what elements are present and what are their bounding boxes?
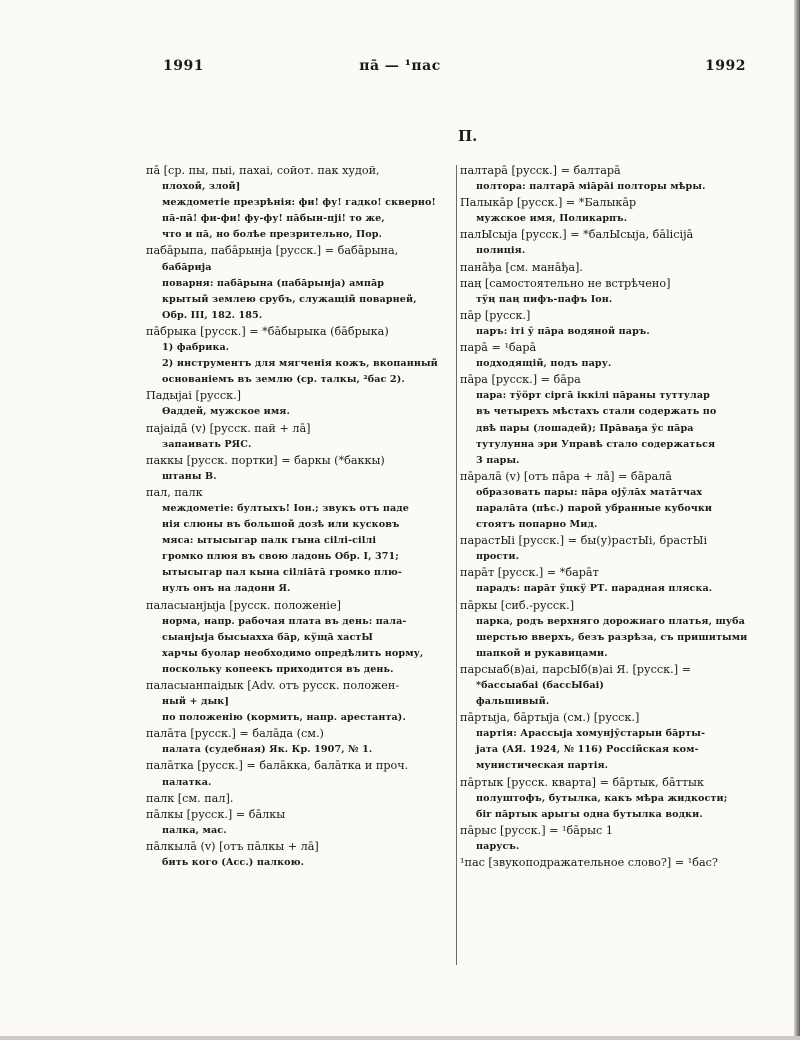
entry-headword-line: пāрыс [русск.] = ¹бāрыс 1	[460, 823, 613, 837]
entry-definition-line: тутулунна эри Управѣ стало содержаться	[476, 438, 716, 450]
entry-definition-line: междометіе презрѣнія: фи! фу! гадко! скверно!	[162, 197, 436, 209]
entry-headword-line: паласыанјыја [русск. положеніе]	[146, 598, 341, 612]
entry-definition-line: крытый землею срубъ, служащій поварней,	[162, 293, 417, 305]
entry-definition-line: мужское имя, Поликарпъ.	[476, 213, 628, 225]
entry-headword-line: парсыаб(в)аі, парсЫб(в)аі Я. [русск.] =	[460, 662, 692, 676]
entry-definition-line: пā-пā! фи-фи! фу-фу! пāбын-пjі! то же,	[162, 213, 385, 225]
entry-definition-line: тӱң паң пифъ-пафъ Іон.	[476, 293, 613, 305]
entry-headword-line: Падыјаі [русск.]	[146, 389, 242, 403]
entry-headword-line: пā [ср. пы, пыі, пахаі, сойот. пак худой,	[146, 164, 380, 177]
entry-definition-line: *бассыабаі (бассЫбаі)	[476, 680, 605, 691]
entry-definition-line: бабāрија	[162, 261, 212, 273]
entry-headword-line: паң [самостоятельно не встрѣчено]	[460, 276, 671, 290]
page-edge-shadow	[794, 0, 800, 1040]
entry-definition-line: паръ: іті ӯ пāра водяной паръ.	[476, 325, 650, 337]
entry-definition-line: полуштофъ, бутылка, какъ мѣра жидкости;	[476, 792, 728, 804]
entry-headword-line: парāт [русск.] = *барāт	[460, 566, 599, 580]
entry-definition-line: јата (АЯ. 1924, № 116) Россійская ком-	[476, 744, 699, 756]
entry-headword-line: паласыанпаідык [Adv. отъ русск. положен-	[146, 679, 400, 692]
entry-headword-line: палтарā [русск.] = балтарā	[460, 164, 621, 177]
entry-definition-line: 3 пары.	[476, 454, 520, 466]
entry-definition-line: паралāта (пѣс.) парой убранные кубочки	[476, 502, 713, 514]
entry-definition-line: Обр. III, 182. 185.	[162, 309, 263, 321]
entry-definition-line: въ четырехъ мѣстахъ стали содержать по	[476, 406, 717, 418]
entry-definition-line: подходящій, подъ пару.	[476, 358, 612, 370]
running-head: пā — ¹пас	[359, 58, 441, 74]
entry-definition-line: мунистическая партія.	[476, 760, 609, 772]
entry-definition-line: ный + дык]	[162, 696, 229, 708]
entry-definition-line: палатка.	[162, 776, 212, 788]
entry-headword-line: паккы [русск. портки] = баркы (*баккы)	[146, 453, 385, 467]
entry-headword-line: пāлкылā (v) [отъ пāлкы + лā]	[146, 839, 319, 853]
entry-headword-line: палк [см. пал].	[146, 791, 234, 805]
entry-definition-line: бить кого (Acc.) палкою.	[162, 857, 305, 869]
entry-definition-line: стоятъ попарно Мид.	[476, 519, 598, 531]
entry-definition-line: палата (судебная) Як. Кр. 1907, № 1.	[162, 744, 373, 756]
entry-definition-line: партія: Арассыја хомунјӯстарын бāрты-	[476, 728, 706, 740]
right-column	[460, 163, 754, 871]
page-number-right: 1992	[705, 58, 746, 74]
entry-definition-line: парадъ: парāт ӱцкӱ РТ. парадная пляска.	[476, 583, 713, 595]
entry-definition-line: мяса: ытысыгар палк гына сіlлі-сіlлі	[162, 535, 377, 547]
entry-definition-line: штаны В.	[162, 470, 217, 482]
entry-definition-line: основаніемъ въ землю (ср. талкы, ²бас 2).	[162, 374, 405, 386]
entry-headword-line: палāта [русск.] = балāда (см.)	[146, 727, 324, 741]
entry-definition-line: поварня: пабāрына (пабāрынја) ампāр	[162, 277, 385, 289]
entry-definition-line: біr пāртык арыгы одна бутылка водки.	[476, 808, 703, 820]
entry-definition-line: что и пā, но болѣе презрительно, Пор.	[162, 229, 383, 241]
entry-definition-line: запаивать РЯС.	[162, 438, 252, 450]
entry-headword-line: палāтка [русск.] = балāкка, балāтка и проч.	[146, 759, 409, 773]
entry-definition-line: 2) инструментъ для мягченія кожъ, вкопанный	[162, 358, 438, 370]
column-divider	[456, 165, 457, 965]
entry-definition-line: харчы буолар необходимо опредѣлить норму,	[162, 647, 424, 659]
entry-headword-line: ¹пас [звукоподражательное слово?] = ¹бас?	[460, 856, 718, 870]
entry-definition-line: междометіе: бултыхъ! Іон.; звукъ отъ паде	[162, 502, 409, 514]
page-number-left: 1991	[163, 58, 204, 74]
entry-headword-line: пāралā (v) [отъ пāра + лā] = бāралā	[460, 469, 672, 483]
entry-definition-line: полтора: палтарā міāрāі полторы мѣры.	[476, 181, 706, 193]
entry-headword-line: пāлкы [русск.] = бāлкы	[146, 807, 286, 821]
entry-definition-line: двѣ пары (лошадей); Прāваҕа ӱс пāра	[476, 422, 694, 434]
entry-definition-line: поскольку копеекъ приходится въ день.	[162, 663, 394, 675]
page-edge-bottom	[0, 1036, 800, 1040]
entry-headword-line: пајаідā (v) [русск. пай + лā]	[146, 421, 311, 435]
entry-definition-line: палка, мас.	[162, 824, 227, 836]
entry-headword-line: палЫсыја [русск.] = *балЫсыја, бālісіјā	[460, 228, 694, 242]
entry-headword-line: пабāрыпа, пабāрынја [русск.] = бабāрына,	[146, 244, 399, 258]
entry-definition-line: образовать пары: пāра ојӯлāх матāтчах	[476, 486, 703, 498]
entry-definition-line: по положенію (кормить, напр. арестанта).	[162, 712, 406, 724]
entry-definition-line: пара: тӱӧрт сіргā іккілі пāраны туттулар	[476, 390, 710, 402]
entry-headword-line: пāртык [русск. кварта] = бāртык, бāттык	[460, 775, 704, 789]
entry-definition-line: полиція.	[476, 245, 526, 257]
entry-headword-line: парастЫі [русск.] = бы(у)растЫі, брастЫі	[460, 534, 708, 548]
left-column	[146, 163, 451, 871]
entry-definition-line: ытысыгар пал кына сіlліāтā громко плю-	[162, 567, 402, 579]
entry-definition-line: Ѳаддей, мужское имя.	[162, 406, 290, 418]
entry-headword-line: пāра [русск.] = бāра	[460, 373, 581, 387]
entry-definition-line: нулъ онъ на ладони Я.	[162, 583, 291, 595]
entry-headword-line: пāртыја, бāртыја (см.) [русск.]	[460, 711, 640, 725]
section-letter: П.	[458, 127, 478, 145]
entry-definition-line: прости.	[476, 551, 520, 563]
entry-headword-line: пāбрыка [русск.] = *бāбырыка (бāбрыка)	[146, 324, 389, 338]
entry-definition-line: норма, напр. рабочая плата въ день: пала-	[162, 615, 407, 627]
entry-headword-line: пāркы [сиб.-русск.]	[460, 598, 575, 612]
entry-headword-line: Палыкāр [русск.] = *Балыкāр	[460, 196, 637, 210]
entry-definition-line: плохой, злой]	[162, 181, 241, 193]
entry-definition-line: шерстью вверхъ, безъ разрѣза, съ пришитыми	[476, 631, 748, 643]
entry-definition-line: сыанјыја бысыахха бāр, кӱщā хастЫ	[162, 631, 374, 643]
entry-headword-line: панāђа [см. манāђа].	[460, 260, 583, 274]
entry-definition-line: шапкой и рукавицами.	[476, 647, 608, 659]
entry-definition-line: парусъ.	[476, 840, 520, 852]
entry-definition-line: громко плюя въ свою ладонь Обр. I, 371;	[162, 551, 399, 563]
entry-definition-line: парка, родъ верхняго дорожнаго платья, шуба	[476, 615, 745, 627]
entry-headword-line: парā = ¹барā	[460, 341, 537, 355]
entry-definition-line: 1) фабрика.	[162, 342, 230, 354]
entry-headword-line: пāр [русск.]	[460, 308, 531, 322]
entry-definition-line: нія слюны въ большой дозѣ или кусковъ	[162, 519, 400, 531]
entry-definition-line: фальшивый.	[476, 696, 550, 708]
entry-headword-line: пал, палк	[146, 485, 203, 499]
